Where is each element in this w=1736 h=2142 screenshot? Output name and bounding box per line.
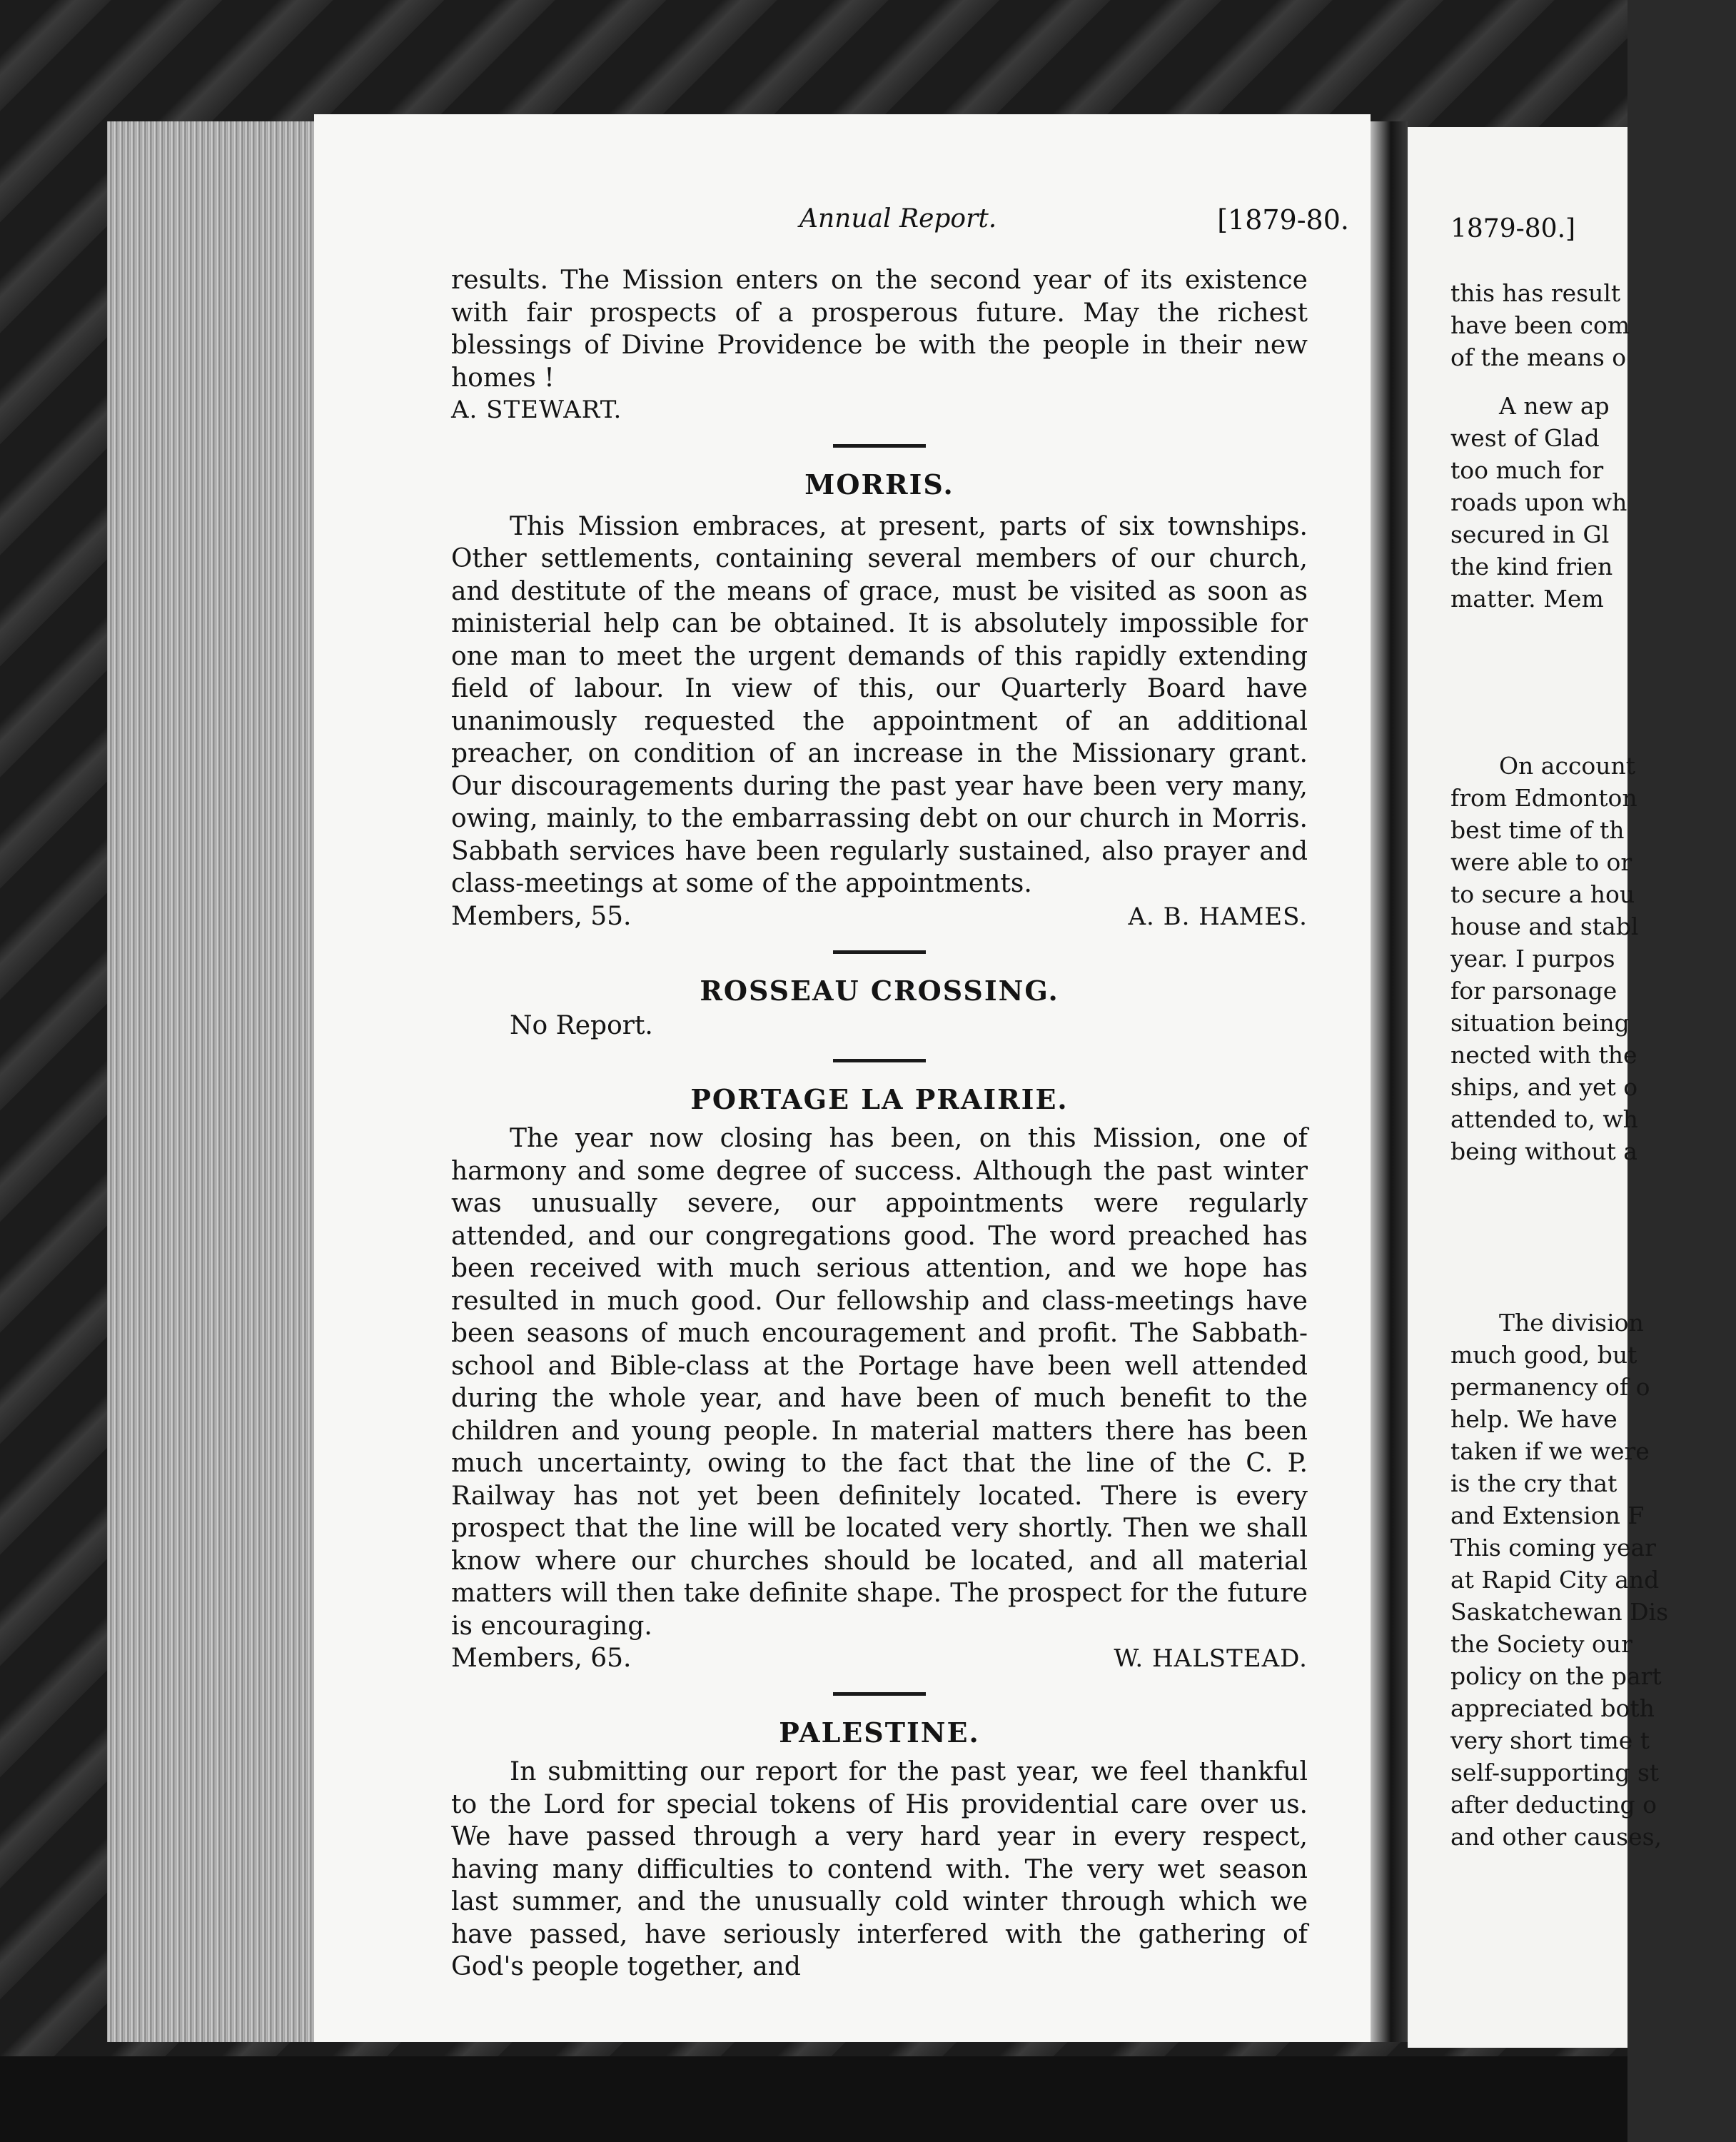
right-line: from Edmonton xyxy=(1450,784,1637,812)
morris-paragraph: This Mission embraces, at present, parts of six townships. Other settlements, containing several members of our church, and destitute of the means of grace, must be visited as soon as ministerial help can be obtained. It is absolutely impossible for one man to meet the urgent demands of this rapidly extending field of labour. In view of this, our Quarterly Board have unanimously requested the appointment of an additional preacher, on condition of an increase in the Missionary grant. Our discouragements during the past year have been very many, owing, mainly, to the embarrassing debt on our church in Morris. Sabbath services have been regularly sustained, also prayer and class-meetings at some of the appointments. xyxy=(451,511,1308,898)
right-line: is the cry that xyxy=(1450,1469,1618,1497)
right-line: the Society our xyxy=(1450,1630,1632,1658)
right-line: west of Glad xyxy=(1450,424,1600,452)
right-line: year. I purpos xyxy=(1450,945,1615,972)
right-line: help. We have xyxy=(1450,1405,1618,1433)
running-head-title: Annual Report. xyxy=(799,204,997,233)
right-line: very short time t xyxy=(1450,1726,1650,1754)
right-line: matter. Mem xyxy=(1450,585,1604,613)
right-line: This coming year xyxy=(1450,1534,1656,1562)
right-line: A new ap xyxy=(1499,392,1610,420)
right-page xyxy=(1408,127,1669,2048)
intro-paragraph: results. The Mission enters on the second year of its existence with fair prospects of a prosperous future. May the richest blessings of Divine Providence be with the people in their new homes ! xyxy=(451,266,1308,393)
right-block-3 xyxy=(1450,750,1736,1167)
right-line: nected with the xyxy=(1450,1041,1637,1069)
right-line: too much for xyxy=(1450,456,1604,484)
rosseau-title: ROSSEAU CROSSING. xyxy=(700,974,1059,1007)
right-line: On account xyxy=(1499,752,1636,780)
right-line: The division xyxy=(1499,1309,1644,1337)
rosseau-paragraph: No Report. xyxy=(510,1010,653,1040)
palestine-paragraph: In submitting our report for the past year, we feel thankful to the Lord for special tokens of His providential care over us. We have passed through a very hard year in every respect, having many difficulties to contend with. The very wet season last summer, and the unusually cold winter through which we have passed, have seriously interfered with the gathering of God's people together, and xyxy=(451,1757,1308,1981)
page-edges xyxy=(107,121,316,2042)
left-column xyxy=(451,264,1308,1983)
right-line: have been com xyxy=(1450,311,1630,339)
portage-paragraph: The year now closing has been, on this Mission, one of harmony and some degree of success. Although the past winter was unusually severe, our appointments were regularly attended, and our congregations good. The word preached has been received with much serious attention, and we hope has resulted in much good. Our fellowship and class-meetings have been seasons of much encouragement and profit. The Sabbath-school and Bible-class at the Portage have been well attended during the whole year, and have been of much benefit to the children and young people. In material matters there has been much uncertainty, owing to the fact that the line of the C. P. Railway has not yet been definitely located. There is every prospect that the line will be located very shortly. Then we shall know where our churches should be located, and all material matters will then take definite shape. The prospect for the future is encouraging. xyxy=(451,1124,1308,1641)
running-head xyxy=(799,204,1349,240)
right-line: ships, and yet o xyxy=(1450,1073,1638,1101)
right-line: attended to, wh xyxy=(1450,1105,1638,1133)
right-line: this has result xyxy=(1450,279,1621,307)
morris-footer xyxy=(451,900,1308,933)
book-gutter xyxy=(1371,121,1408,2042)
right-line: appreciated both xyxy=(1450,1694,1655,1722)
right-line: roads upon wh xyxy=(1450,488,1628,516)
right-block-2 xyxy=(1450,390,1736,615)
right-line: were able to or xyxy=(1450,848,1632,876)
right-line: at Rapid City and xyxy=(1450,1566,1660,1594)
portage-members: Members, 65. xyxy=(451,1644,632,1673)
bottom-shadow xyxy=(0,2056,1628,2142)
right-line: policy on the part xyxy=(1450,1662,1662,1690)
right-line: to secure a hou xyxy=(1450,880,1635,908)
right-line: after deducting o xyxy=(1450,1791,1657,1819)
right-line: and other causes, xyxy=(1450,1823,1662,1851)
portage-title: PORTAGE LA PRAIRIE. xyxy=(690,1083,1069,1115)
right-line: much good, but xyxy=(1450,1341,1637,1369)
morris-signature: A. B. HAMES. xyxy=(1128,902,1308,931)
morris-members: Members, 55. xyxy=(451,901,632,931)
intro-signature: A. STEWART. xyxy=(451,396,622,424)
right-line: house and stabl xyxy=(1450,912,1639,940)
portage-signature: W. HALSTEAD. xyxy=(1114,1644,1308,1673)
right-line: best time of th xyxy=(1450,816,1625,844)
right-line: being without a xyxy=(1450,1137,1637,1165)
right-line: Saskatchewan Dis xyxy=(1450,1598,1669,1626)
running-head-year: [1879-80. xyxy=(1217,204,1349,236)
right-line: situation being xyxy=(1450,1009,1630,1037)
right-line: for parsonage xyxy=(1450,977,1618,1005)
right-page-year: 1879-80.] xyxy=(1450,214,1576,243)
right-line: taken if we were xyxy=(1450,1437,1650,1465)
portage-footer xyxy=(451,1642,1308,1675)
right-line: secured in Gl xyxy=(1450,521,1610,548)
right-block-1 xyxy=(1450,277,1736,373)
right-line: of the means o xyxy=(1450,343,1627,371)
right-block-4 xyxy=(1450,1307,1736,1853)
right-line: the kind frien xyxy=(1450,553,1613,580)
morris-title: MORRIS. xyxy=(804,468,954,501)
palestine-title: PALESTINE. xyxy=(779,1716,980,1749)
right-line: self-supporting st xyxy=(1450,1759,1660,1786)
right-line: permanency of o xyxy=(1450,1373,1650,1401)
right-line: and Extension F xyxy=(1450,1502,1645,1529)
